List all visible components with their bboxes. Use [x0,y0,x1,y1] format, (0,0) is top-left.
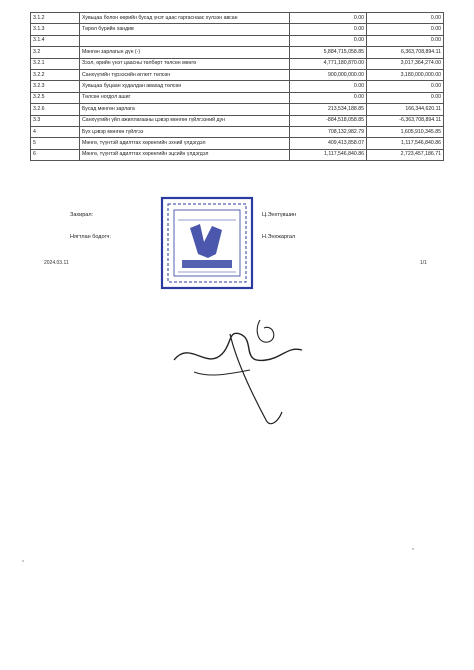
table-row [31,104,444,115]
row-amount-previous: 4,771,180,870.00 [290,58,367,69]
table-row [31,35,444,46]
row-code: 3.2 [31,47,80,58]
row-amount-previous: 0.00 [290,92,367,103]
table-row [31,126,444,137]
row-code: 3.2.3 [31,81,80,92]
signature-stroke-4 [194,370,250,375]
row-amount-previous: 0.00 [290,24,367,35]
row-amount-current: 0.00 [367,92,444,103]
table-row [31,24,444,35]
row-code: 3.1.3 [31,24,80,35]
report-date: 2024.03.11 [44,260,69,266]
row-amount-current: 6,363,708,894.11 [367,47,444,58]
row-description: Хувьцаа болон өөрийн бусад үнэт цаас гаргаснаас хүлээн авсан [80,13,290,24]
row-amount-previous: 0.00 [290,81,367,92]
seal-emblem-icon [190,224,222,258]
row-amount-previous: 900,000,000.00 [290,69,367,80]
row-amount-previous: 5,884,715,058.85 [290,47,367,58]
row-description: Мөнгө, түүнтэй адилтгах хөрөнгийн эхний үлдэгдэл [80,138,290,149]
table-body [31,13,444,161]
row-amount-previous: 213,534,188.85 [290,104,367,115]
row-code: 3.2.5 [31,92,80,103]
row-description: Мөнгө, түүнтэй адилтгах хөрөнгийн эцсийн үлдэгдэл [80,149,290,160]
accountant-label: Нягтлан бодогч: [70,234,111,240]
row-code: 6 [31,149,80,160]
row-code: 4 [31,126,80,137]
row-description: Бусад мөнгөн зарлага [80,104,290,115]
table-row [31,69,444,80]
director-name: Ц.Энхтүвшин [262,212,296,218]
row-code: 3.2.1 [31,58,80,69]
table-row [31,149,444,160]
row-code: 3.1.4 [31,35,80,46]
signature-stroke-3 [257,320,274,342]
row-description: Мөнгөн зарлагын дүн (-) [80,47,290,58]
row-amount-previous: 0.00 [290,35,367,46]
scan-speck [22,560,24,562]
row-amount-current: 0.00 [367,24,444,35]
row-amount-current: 3,180,000,000.00 [367,69,444,80]
table-row [31,58,444,69]
seal-emblem-base [182,260,232,268]
row-description: Санхүүгийн үйл ажиллагааны цэвэр мөнгөн гүйлгээний дүн [80,115,290,126]
cash-flow-table [30,12,444,161]
row-amount-current: 2,723,457,186.71 [367,149,444,160]
table-row [31,47,444,58]
row-amount-previous: 409,413,858.07 [290,138,367,149]
company-seal-stamp [160,196,254,290]
handwritten-signature [170,300,310,440]
row-description: Зээл, өрийн үнэт цаасны төлбөрт төлсөн мөнгө [80,58,290,69]
director-label: Захирал: [70,212,94,218]
page-number: 1/1 [420,260,427,266]
scan-speck [412,548,414,550]
row-amount-previous: 1,117,546,840.86 [290,149,367,160]
row-code: 3.2.6 [31,104,80,115]
row-description: Төлсөн ногдол ашиг [80,92,290,103]
row-description: Төрөл бүрийн хандив [80,24,290,35]
accountant-name: Н.Энхжаргал [262,234,296,240]
row-description [80,35,290,46]
row-code: 3.2.2 [31,69,80,80]
row-amount-current: -6,363,708,894.11 [367,115,444,126]
row-description: Санхүүгийн түрээсийн өглөгт төлсөн [80,69,290,80]
row-amount-current: 0.00 [367,13,444,24]
row-amount-current: 166,344,620.11 [367,104,444,115]
row-amount-previous: 708,132,982.79 [290,126,367,137]
table-row [31,92,444,103]
row-amount-current: 1,117,546,840.86 [367,138,444,149]
row-amount-current: 3,017,364,274.00 [367,58,444,69]
row-amount-current: 0.00 [367,81,444,92]
signature-stroke-2 [230,334,282,424]
table-row [31,13,444,24]
table-row [31,81,444,92]
row-description: Хувьцаа буцаан худалдан авахад төлсөн [80,81,290,92]
row-amount-previous: -884,518,058.85 [290,115,367,126]
row-description: Бүх цэвэр мөнгөн гүйлгээ [80,126,290,137]
row-code: 3.3 [31,115,80,126]
table-row [31,138,444,149]
row-code: 3.1.2 [31,13,80,24]
row-amount-current: 1,605,910,345.85 [367,126,444,137]
row-code: 5 [31,138,80,149]
row-amount-current: 0.00 [367,35,444,46]
signature-stroke-1 [174,333,302,360]
row-amount-previous: 0.00 [290,13,367,24]
table-row [31,115,444,126]
